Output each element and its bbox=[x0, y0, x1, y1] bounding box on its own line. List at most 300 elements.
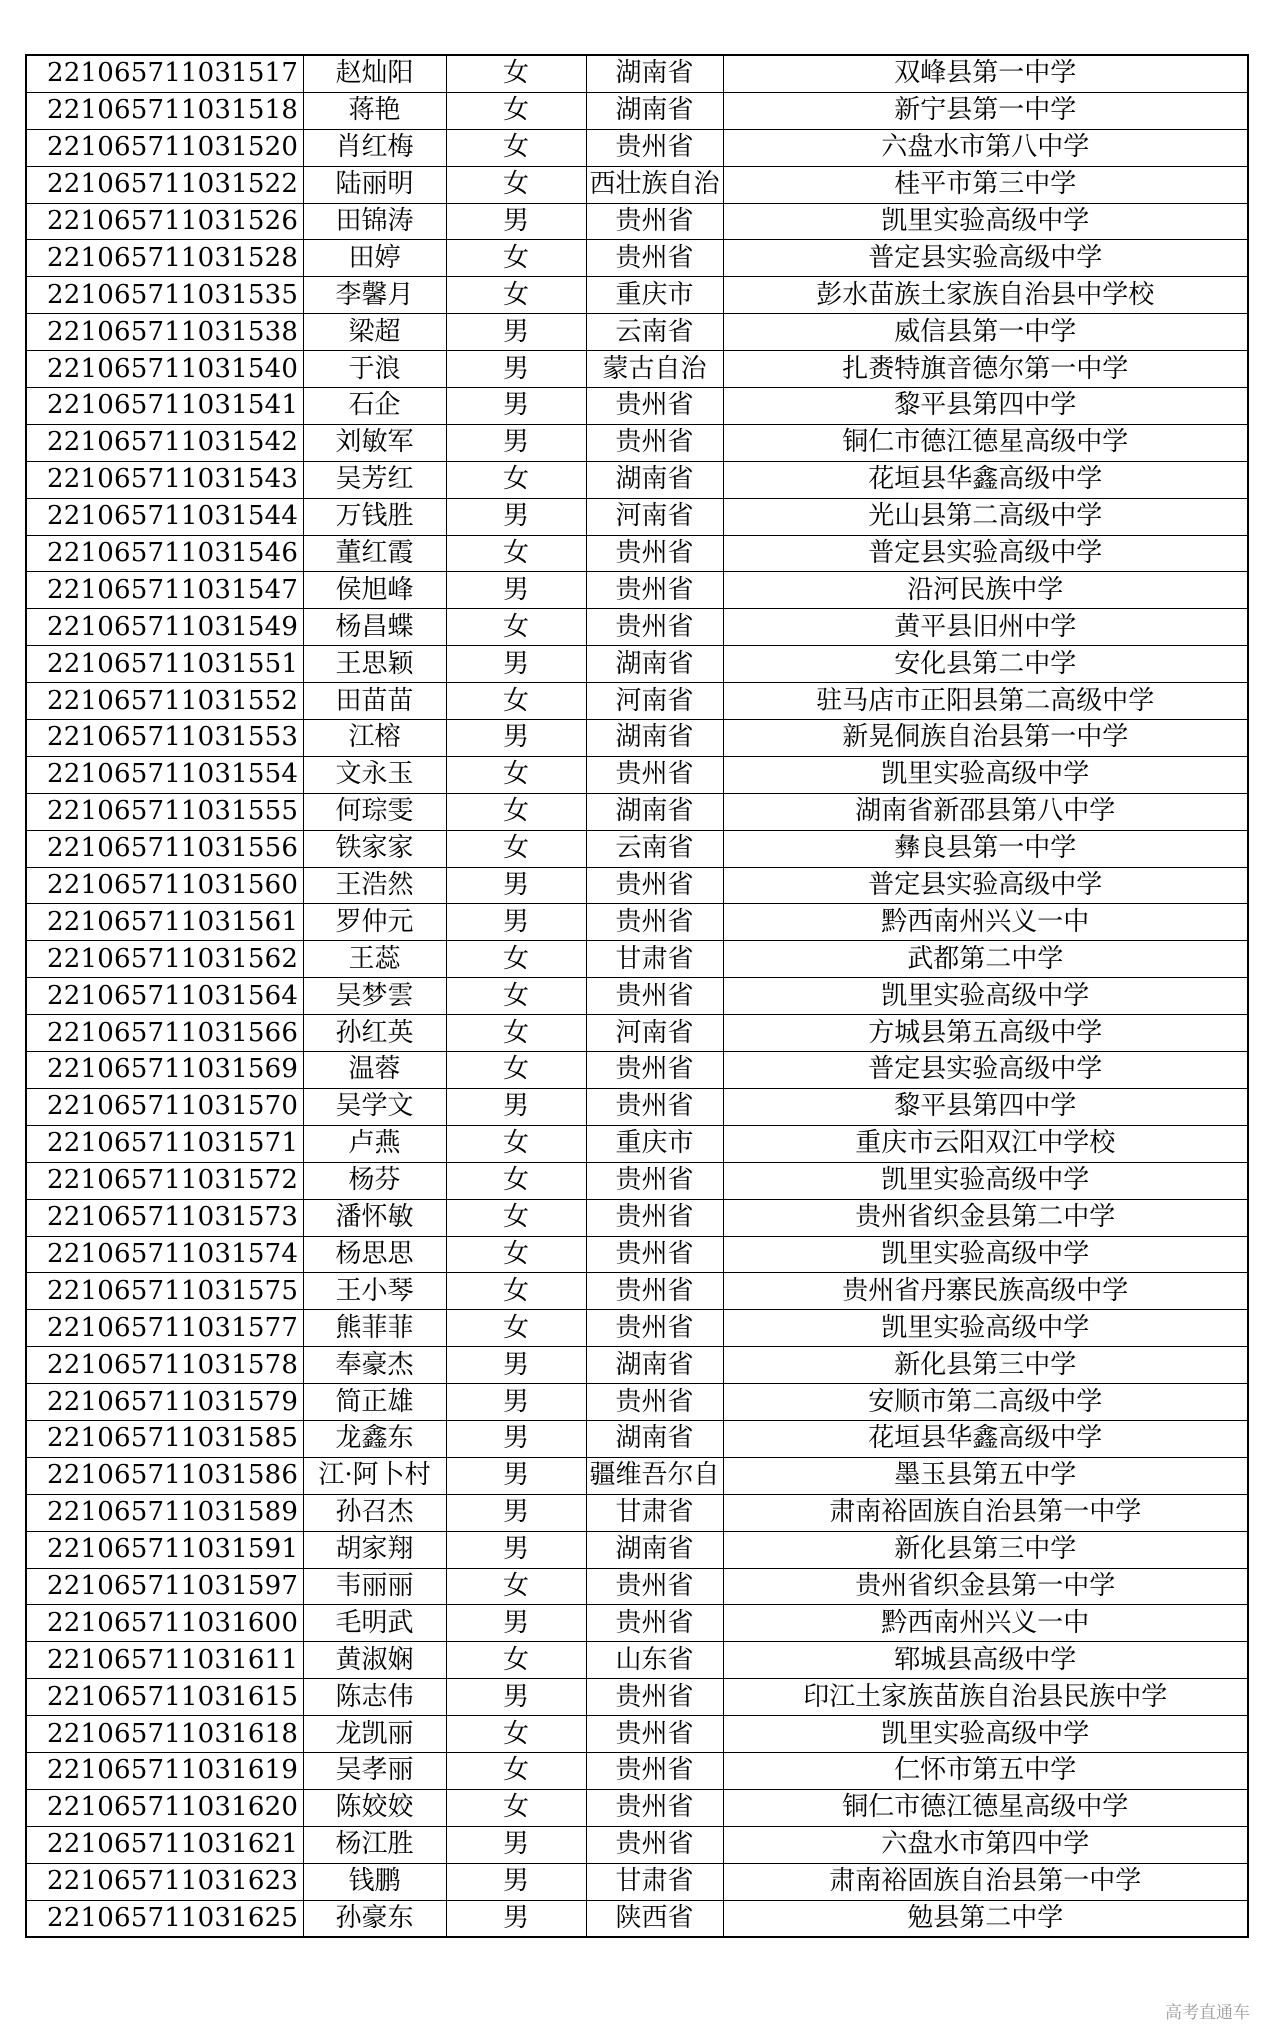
gender-cell: 男 bbox=[446, 1384, 586, 1421]
province-cell: 贵州省 bbox=[586, 978, 723, 1015]
student-name-cell: 龙凯丽 bbox=[303, 1716, 446, 1753]
student-id-cell: 221065711031544 bbox=[26, 498, 303, 535]
student-id-cell: 221065711031611 bbox=[26, 1642, 303, 1679]
province-cell: 贵州省 bbox=[586, 1236, 723, 1273]
student-id-cell: 221065711031575 bbox=[26, 1273, 303, 1310]
table-row bbox=[26, 92, 1248, 129]
province-cell: 贵州省 bbox=[586, 1052, 723, 1089]
student-id-cell: 221065711031589 bbox=[26, 1494, 303, 1531]
gender-cell: 男 bbox=[446, 1420, 586, 1457]
table-row bbox=[26, 1826, 1248, 1863]
table-row bbox=[26, 683, 1248, 720]
student-name-cell: 吴梦雲 bbox=[303, 978, 446, 1015]
table-row bbox=[26, 1015, 1248, 1052]
gender-cell: 女 bbox=[446, 1789, 586, 1826]
student-name-cell: 杨思思 bbox=[303, 1236, 446, 1273]
student-name-cell: 陈志伟 bbox=[303, 1679, 446, 1716]
school-cell: 武都第二中学 bbox=[723, 941, 1248, 978]
table-row bbox=[26, 55, 1248, 92]
table-row bbox=[26, 1420, 1248, 1457]
province-cell: 贵州省 bbox=[586, 1716, 723, 1753]
student-name-cell: 侯旭峰 bbox=[303, 572, 446, 609]
province-cell: 湖南省 bbox=[586, 461, 723, 498]
province-cell: 贵州省 bbox=[586, 129, 723, 166]
student-id-cell: 221065711031543 bbox=[26, 461, 303, 498]
school-cell: 贵州省织金县第一中学 bbox=[723, 1568, 1248, 1605]
school-cell: 贵州省丹寨民族高级中学 bbox=[723, 1273, 1248, 1310]
gender-cell: 男 bbox=[446, 388, 586, 425]
student-name-cell: 田苗苗 bbox=[303, 683, 446, 720]
gender-cell: 女 bbox=[446, 1236, 586, 1273]
student-id-cell: 221065711031620 bbox=[26, 1789, 303, 1826]
gender-cell: 女 bbox=[446, 166, 586, 203]
gender-cell: 男 bbox=[446, 1605, 586, 1642]
student-id-cell: 221065711031621 bbox=[26, 1826, 303, 1863]
gender-cell: 男 bbox=[446, 1826, 586, 1863]
school-cell: 花垣县华鑫高级中学 bbox=[723, 461, 1248, 498]
student-name-cell: 孙豪东 bbox=[303, 1900, 446, 1937]
student-id-cell: 221065711031579 bbox=[26, 1384, 303, 1421]
school-cell: 彭水苗族土家族自治县中学校 bbox=[723, 277, 1248, 314]
table-row bbox=[26, 904, 1248, 941]
gender-cell: 男 bbox=[446, 646, 586, 683]
province-cell: 陕西省 bbox=[586, 1900, 723, 1937]
school-cell: 贵州省织金县第二中学 bbox=[723, 1199, 1248, 1236]
school-cell: 新化县第三中学 bbox=[723, 1531, 1248, 1568]
school-cell: 重庆市云阳双江中学校 bbox=[723, 1125, 1248, 1162]
school-cell: 驻马店市正阳县第二高级中学 bbox=[723, 683, 1248, 720]
student-id-cell: 221065711031562 bbox=[26, 941, 303, 978]
student-name-cell: 龙鑫东 bbox=[303, 1420, 446, 1457]
student-id-cell: 221065711031526 bbox=[26, 203, 303, 240]
student-name-cell: 梁超 bbox=[303, 314, 446, 351]
table-row bbox=[26, 1052, 1248, 1089]
student-name-cell: 熊菲菲 bbox=[303, 1310, 446, 1347]
school-cell: 花垣县华鑫高级中学 bbox=[723, 1420, 1248, 1457]
student-id-cell: 221065711031542 bbox=[26, 424, 303, 461]
table-row bbox=[26, 1273, 1248, 1310]
school-cell: 沿河民族中学 bbox=[723, 572, 1248, 609]
table-row bbox=[26, 498, 1248, 535]
gender-cell: 女 bbox=[446, 978, 586, 1015]
gender-cell: 女 bbox=[446, 756, 586, 793]
table-row bbox=[26, 277, 1248, 314]
gender-cell: 女 bbox=[446, 1752, 586, 1789]
province-cell: 贵州省 bbox=[586, 1605, 723, 1642]
province-cell: 河南省 bbox=[586, 683, 723, 720]
province-cell: 贵州省 bbox=[586, 1273, 723, 1310]
student-id-cell: 221065711031517 bbox=[26, 55, 303, 92]
student-name-cell: 潘怀敏 bbox=[303, 1199, 446, 1236]
table-row bbox=[26, 1125, 1248, 1162]
gender-cell: 女 bbox=[446, 1162, 586, 1199]
student-name-cell: 田锦涛 bbox=[303, 203, 446, 240]
student-id-cell: 221065711031528 bbox=[26, 240, 303, 277]
province-cell: 贵州省 bbox=[586, 756, 723, 793]
gender-cell: 男 bbox=[446, 572, 586, 609]
student-name-cell: 奉豪杰 bbox=[303, 1347, 446, 1384]
student-id-cell: 221065711031573 bbox=[26, 1199, 303, 1236]
province-cell: 贵州省 bbox=[586, 1679, 723, 1716]
school-cell: 威信县第一中学 bbox=[723, 314, 1248, 351]
student-name-cell: 铁家家 bbox=[303, 830, 446, 867]
province-cell: 贵州省 bbox=[586, 424, 723, 461]
gender-cell: 男 bbox=[446, 203, 586, 240]
student-id-cell: 221065711031586 bbox=[26, 1457, 303, 1494]
table-row bbox=[26, 609, 1248, 646]
school-cell: 新宁县第一中学 bbox=[723, 92, 1248, 129]
table-row bbox=[26, 1752, 1248, 1789]
school-cell: 新晃侗族自治县第一中学 bbox=[723, 720, 1248, 757]
school-cell: 黔西南州兴义一中 bbox=[723, 1605, 1248, 1642]
gender-cell: 女 bbox=[446, 1273, 586, 1310]
gender-cell: 女 bbox=[446, 830, 586, 867]
table-row bbox=[26, 1162, 1248, 1199]
table-row bbox=[26, 461, 1248, 498]
province-cell: 湖南省 bbox=[586, 55, 723, 92]
gender-cell: 男 bbox=[446, 498, 586, 535]
gender-cell: 男 bbox=[446, 1900, 586, 1937]
student-name-cell: 杨江胜 bbox=[303, 1826, 446, 1863]
table-row bbox=[26, 240, 1248, 277]
student-id-cell: 221065711031619 bbox=[26, 1752, 303, 1789]
student-name-cell: 孙红英 bbox=[303, 1015, 446, 1052]
province-cell: 贵州省 bbox=[586, 1384, 723, 1421]
school-cell: 勉县第二中学 bbox=[723, 1900, 1248, 1937]
province-cell: 贵州省 bbox=[586, 1568, 723, 1605]
student-name-cell: 陆丽明 bbox=[303, 166, 446, 203]
student-roster-table bbox=[25, 54, 1249, 1938]
student-id-cell: 221065711031552 bbox=[26, 683, 303, 720]
student-id-cell: 221065711031566 bbox=[26, 1015, 303, 1052]
gender-cell: 男 bbox=[446, 1494, 586, 1531]
student-id-cell: 221065711031520 bbox=[26, 129, 303, 166]
student-id-cell: 221065711031585 bbox=[26, 1420, 303, 1457]
province-cell: 贵州省 bbox=[586, 1826, 723, 1863]
province-cell: 湖南省 bbox=[586, 1420, 723, 1457]
table-row bbox=[26, 1236, 1248, 1273]
school-cell: 安化县第二中学 bbox=[723, 646, 1248, 683]
student-name-cell: 吴孝丽 bbox=[303, 1752, 446, 1789]
gender-cell: 女 bbox=[446, 941, 586, 978]
gender-cell: 女 bbox=[446, 1199, 586, 1236]
gender-cell: 男 bbox=[446, 867, 586, 904]
student-name-cell: 刘敏军 bbox=[303, 424, 446, 461]
province-cell: 贵州省 bbox=[586, 1088, 723, 1125]
school-cell: 黎平县第四中学 bbox=[723, 1088, 1248, 1125]
student-id-cell: 221065711031560 bbox=[26, 867, 303, 904]
gender-cell: 男 bbox=[446, 314, 586, 351]
school-cell: 凯里实验高级中学 bbox=[723, 978, 1248, 1015]
student-id-cell: 221065711031615 bbox=[26, 1679, 303, 1716]
student-id-cell: 221065711031577 bbox=[26, 1310, 303, 1347]
province-cell: 贵州省 bbox=[586, 609, 723, 646]
gender-cell: 男 bbox=[446, 1088, 586, 1125]
province-cell: 蒙古自治 bbox=[586, 351, 723, 388]
student-name-cell: 杨芬 bbox=[303, 1162, 446, 1199]
gender-cell: 男 bbox=[446, 1531, 586, 1568]
province-cell: 贵州省 bbox=[586, 388, 723, 425]
province-cell: 云南省 bbox=[586, 830, 723, 867]
table-row bbox=[26, 1384, 1248, 1421]
student-name-cell: 罗仲元 bbox=[303, 904, 446, 941]
gender-cell: 男 bbox=[446, 351, 586, 388]
school-cell: 墨玉县第五中学 bbox=[723, 1457, 1248, 1494]
student-id-cell: 221065711031541 bbox=[26, 388, 303, 425]
student-name-cell: 温蓉 bbox=[303, 1052, 446, 1089]
school-cell: 六盘水市第八中学 bbox=[723, 129, 1248, 166]
school-cell: 仁怀市第五中学 bbox=[723, 1752, 1248, 1789]
student-id-cell: 221065711031600 bbox=[26, 1605, 303, 1642]
student-name-cell: 简正雄 bbox=[303, 1384, 446, 1421]
province-cell: 湖南省 bbox=[586, 1347, 723, 1384]
gender-cell: 女 bbox=[446, 1052, 586, 1089]
gender-cell: 男 bbox=[446, 904, 586, 941]
table-row bbox=[26, 351, 1248, 388]
gender-cell: 男 bbox=[446, 1679, 586, 1716]
school-cell: 凯里实验高级中学 bbox=[723, 1310, 1248, 1347]
province-cell: 贵州省 bbox=[586, 904, 723, 941]
school-cell: 黔西南州兴义一中 bbox=[723, 904, 1248, 941]
school-cell: 肃南裕固族自治县第一中学 bbox=[723, 1494, 1248, 1531]
province-cell: 山东省 bbox=[586, 1642, 723, 1679]
student-id-cell: 221065711031556 bbox=[26, 830, 303, 867]
watermark-text: 高考直通车 bbox=[1165, 2003, 1250, 2023]
gender-cell: 女 bbox=[446, 793, 586, 830]
school-cell: 凯里实验高级中学 bbox=[723, 203, 1248, 240]
student-id-cell: 221065711031546 bbox=[26, 535, 303, 572]
school-cell: 黄平县旧州中学 bbox=[723, 609, 1248, 646]
student-id-cell: 221065711031535 bbox=[26, 277, 303, 314]
student-id-cell: 221065711031618 bbox=[26, 1716, 303, 1753]
table-row bbox=[26, 1531, 1248, 1568]
gender-cell: 女 bbox=[446, 1642, 586, 1679]
school-cell: 湖南省新邵县第八中学 bbox=[723, 793, 1248, 830]
school-cell: 铜仁市德江德星高级中学 bbox=[723, 424, 1248, 461]
student-name-cell: 韦丽丽 bbox=[303, 1568, 446, 1605]
province-cell: 甘肃省 bbox=[586, 1494, 723, 1531]
school-cell: 新化县第三中学 bbox=[723, 1347, 1248, 1384]
school-cell: 凯里实验高级中学 bbox=[723, 1716, 1248, 1753]
table-row bbox=[26, 867, 1248, 904]
student-id-cell: 221065711031591 bbox=[26, 1531, 303, 1568]
gender-cell: 女 bbox=[446, 1310, 586, 1347]
gender-cell: 女 bbox=[446, 535, 586, 572]
student-name-cell: 万钱胜 bbox=[303, 498, 446, 535]
student-id-cell: 221065711031623 bbox=[26, 1863, 303, 1900]
student-name-cell: 杨昌蝶 bbox=[303, 609, 446, 646]
student-id-cell: 221065711031578 bbox=[26, 1347, 303, 1384]
student-id-cell: 221065711031554 bbox=[26, 756, 303, 793]
student-id-cell: 221065711031540 bbox=[26, 351, 303, 388]
table-row bbox=[26, 388, 1248, 425]
province-cell: 云南省 bbox=[586, 314, 723, 351]
student-name-cell: 王浩然 bbox=[303, 867, 446, 904]
gender-cell: 男 bbox=[446, 720, 586, 757]
province-cell: 重庆市 bbox=[586, 277, 723, 314]
province-cell: 甘肃省 bbox=[586, 941, 723, 978]
school-cell: 普定县实验高级中学 bbox=[723, 1052, 1248, 1089]
table-row bbox=[26, 314, 1248, 351]
school-cell: 黎平县第四中学 bbox=[723, 388, 1248, 425]
student-name-cell: 吴学文 bbox=[303, 1088, 446, 1125]
table-row bbox=[26, 535, 1248, 572]
school-cell: 凯里实验高级中学 bbox=[723, 756, 1248, 793]
table-row bbox=[26, 756, 1248, 793]
student-name-cell: 石企 bbox=[303, 388, 446, 425]
student-name-cell: 钱鹏 bbox=[303, 1863, 446, 1900]
school-cell: 印江土家族苗族自治县民族中学 bbox=[723, 1679, 1248, 1716]
student-name-cell: 何琮雯 bbox=[303, 793, 446, 830]
student-name-cell: 王小琴 bbox=[303, 1273, 446, 1310]
province-cell: 河南省 bbox=[586, 1015, 723, 1052]
school-cell: 肃南裕固族自治县第一中学 bbox=[723, 1863, 1248, 1900]
school-cell: 六盘水市第四中学 bbox=[723, 1826, 1248, 1863]
province-cell: 贵州省 bbox=[586, 572, 723, 609]
table-row bbox=[26, 166, 1248, 203]
gender-cell: 男 bbox=[446, 424, 586, 461]
student-name-cell: 李馨月 bbox=[303, 277, 446, 314]
table-row bbox=[26, 793, 1248, 830]
gender-cell: 女 bbox=[446, 683, 586, 720]
table-row bbox=[26, 941, 1248, 978]
roster-body bbox=[26, 55, 1248, 1937]
student-id-cell: 221065711031522 bbox=[26, 166, 303, 203]
student-id-cell: 221065711031574 bbox=[26, 1236, 303, 1273]
province-cell: 湖南省 bbox=[586, 793, 723, 830]
province-cell: 甘肃省 bbox=[586, 1863, 723, 1900]
school-cell: 郓城县高级中学 bbox=[723, 1642, 1248, 1679]
school-cell: 安顺市第二高级中学 bbox=[723, 1384, 1248, 1421]
student-id-cell: 221065711031570 bbox=[26, 1088, 303, 1125]
school-cell: 扎赉特旗音德尔第一中学 bbox=[723, 351, 1248, 388]
school-cell: 光山县第二高级中学 bbox=[723, 498, 1248, 535]
school-cell: 凯里实验高级中学 bbox=[723, 1162, 1248, 1199]
gender-cell: 男 bbox=[446, 1863, 586, 1900]
province-cell: 贵州省 bbox=[586, 1789, 723, 1826]
student-id-cell: 221065711031571 bbox=[26, 1125, 303, 1162]
province-cell: 贵州省 bbox=[586, 867, 723, 904]
table-row bbox=[26, 1199, 1248, 1236]
table-row bbox=[26, 646, 1248, 683]
table-row bbox=[26, 1605, 1248, 1642]
province-cell: 贵州省 bbox=[586, 535, 723, 572]
student-name-cell: 王思颖 bbox=[303, 646, 446, 683]
table-row bbox=[26, 1347, 1248, 1384]
province-cell: 河南省 bbox=[586, 498, 723, 535]
table-row bbox=[26, 1088, 1248, 1125]
student-name-cell: 赵灿阳 bbox=[303, 55, 446, 92]
province-cell: 疆维吾尔自 bbox=[586, 1457, 723, 1494]
table-row bbox=[26, 1494, 1248, 1531]
student-id-cell: 221065711031572 bbox=[26, 1162, 303, 1199]
student-name-cell: 毛明武 bbox=[303, 1605, 446, 1642]
student-id-cell: 221065711031564 bbox=[26, 978, 303, 1015]
school-cell: 普定县实验高级中学 bbox=[723, 867, 1248, 904]
student-id-cell: 221065711031551 bbox=[26, 646, 303, 683]
table-row bbox=[26, 1457, 1248, 1494]
gender-cell: 女 bbox=[446, 240, 586, 277]
province-cell: 湖南省 bbox=[586, 720, 723, 757]
province-cell: 湖南省 bbox=[586, 92, 723, 129]
school-cell: 彝良县第一中学 bbox=[723, 830, 1248, 867]
student-id-cell: 221065711031555 bbox=[26, 793, 303, 830]
school-cell: 普定县实验高级中学 bbox=[723, 240, 1248, 277]
table-row bbox=[26, 1789, 1248, 1826]
school-cell: 桂平市第三中学 bbox=[723, 166, 1248, 203]
student-id-cell: 221065711031547 bbox=[26, 572, 303, 609]
student-name-cell: 黄淑娴 bbox=[303, 1642, 446, 1679]
gender-cell: 女 bbox=[446, 461, 586, 498]
student-name-cell: 卢燕 bbox=[303, 1125, 446, 1162]
table-row bbox=[26, 1716, 1248, 1753]
student-id-cell: 221065711031518 bbox=[26, 92, 303, 129]
student-name-cell: 蒋艳 bbox=[303, 92, 446, 129]
school-cell: 铜仁市德江德星高级中学 bbox=[723, 1789, 1248, 1826]
table-row bbox=[26, 1679, 1248, 1716]
province-cell: 湖南省 bbox=[586, 1531, 723, 1568]
table-row bbox=[26, 1863, 1248, 1900]
student-name-cell: 胡家翔 bbox=[303, 1531, 446, 1568]
table-row bbox=[26, 129, 1248, 166]
province-cell: 西壮族自治 bbox=[586, 166, 723, 203]
student-name-cell: 陈姣姣 bbox=[303, 1789, 446, 1826]
school-cell: 普定县实验高级中学 bbox=[723, 535, 1248, 572]
school-cell: 方城县第五高级中学 bbox=[723, 1015, 1248, 1052]
student-id-cell: 221065711031538 bbox=[26, 314, 303, 351]
province-cell: 贵州省 bbox=[586, 1310, 723, 1347]
table-row bbox=[26, 572, 1248, 609]
province-cell: 重庆市 bbox=[586, 1125, 723, 1162]
student-name-cell: 文永玉 bbox=[303, 756, 446, 793]
province-cell: 贵州省 bbox=[586, 1752, 723, 1789]
student-name-cell: 吴芳红 bbox=[303, 461, 446, 498]
student-name-cell: 田婷 bbox=[303, 240, 446, 277]
table-row bbox=[26, 1568, 1248, 1605]
student-id-cell: 221065711031569 bbox=[26, 1052, 303, 1089]
table-row bbox=[26, 203, 1248, 240]
student-name-cell: 肖红梅 bbox=[303, 129, 446, 166]
table-row bbox=[26, 424, 1248, 461]
table-row bbox=[26, 830, 1248, 867]
school-cell: 凯里实验高级中学 bbox=[723, 1236, 1248, 1273]
gender-cell: 男 bbox=[446, 1347, 586, 1384]
table-row bbox=[26, 978, 1248, 1015]
student-name-cell: 孙召杰 bbox=[303, 1494, 446, 1531]
student-name-cell: 于浪 bbox=[303, 351, 446, 388]
gender-cell: 女 bbox=[446, 55, 586, 92]
student-id-cell: 221065711031561 bbox=[26, 904, 303, 941]
table-row bbox=[26, 1900, 1248, 1937]
province-cell: 贵州省 bbox=[586, 1199, 723, 1236]
student-name-cell: 江·阿卜村 bbox=[303, 1457, 446, 1494]
gender-cell: 女 bbox=[446, 1015, 586, 1052]
student-id-cell: 221065711031597 bbox=[26, 1568, 303, 1605]
student-id-cell: 221065711031553 bbox=[26, 720, 303, 757]
gender-cell: 女 bbox=[446, 609, 586, 646]
gender-cell: 女 bbox=[446, 1568, 586, 1605]
province-cell: 贵州省 bbox=[586, 1162, 723, 1199]
student-id-cell: 221065711031549 bbox=[26, 609, 303, 646]
gender-cell: 女 bbox=[446, 277, 586, 314]
province-cell: 湖南省 bbox=[586, 646, 723, 683]
province-cell: 贵州省 bbox=[586, 203, 723, 240]
table-row bbox=[26, 1310, 1248, 1347]
gender-cell: 女 bbox=[446, 92, 586, 129]
table-row bbox=[26, 1642, 1248, 1679]
student-name-cell: 王蕊 bbox=[303, 941, 446, 978]
student-name-cell: 江榕 bbox=[303, 720, 446, 757]
